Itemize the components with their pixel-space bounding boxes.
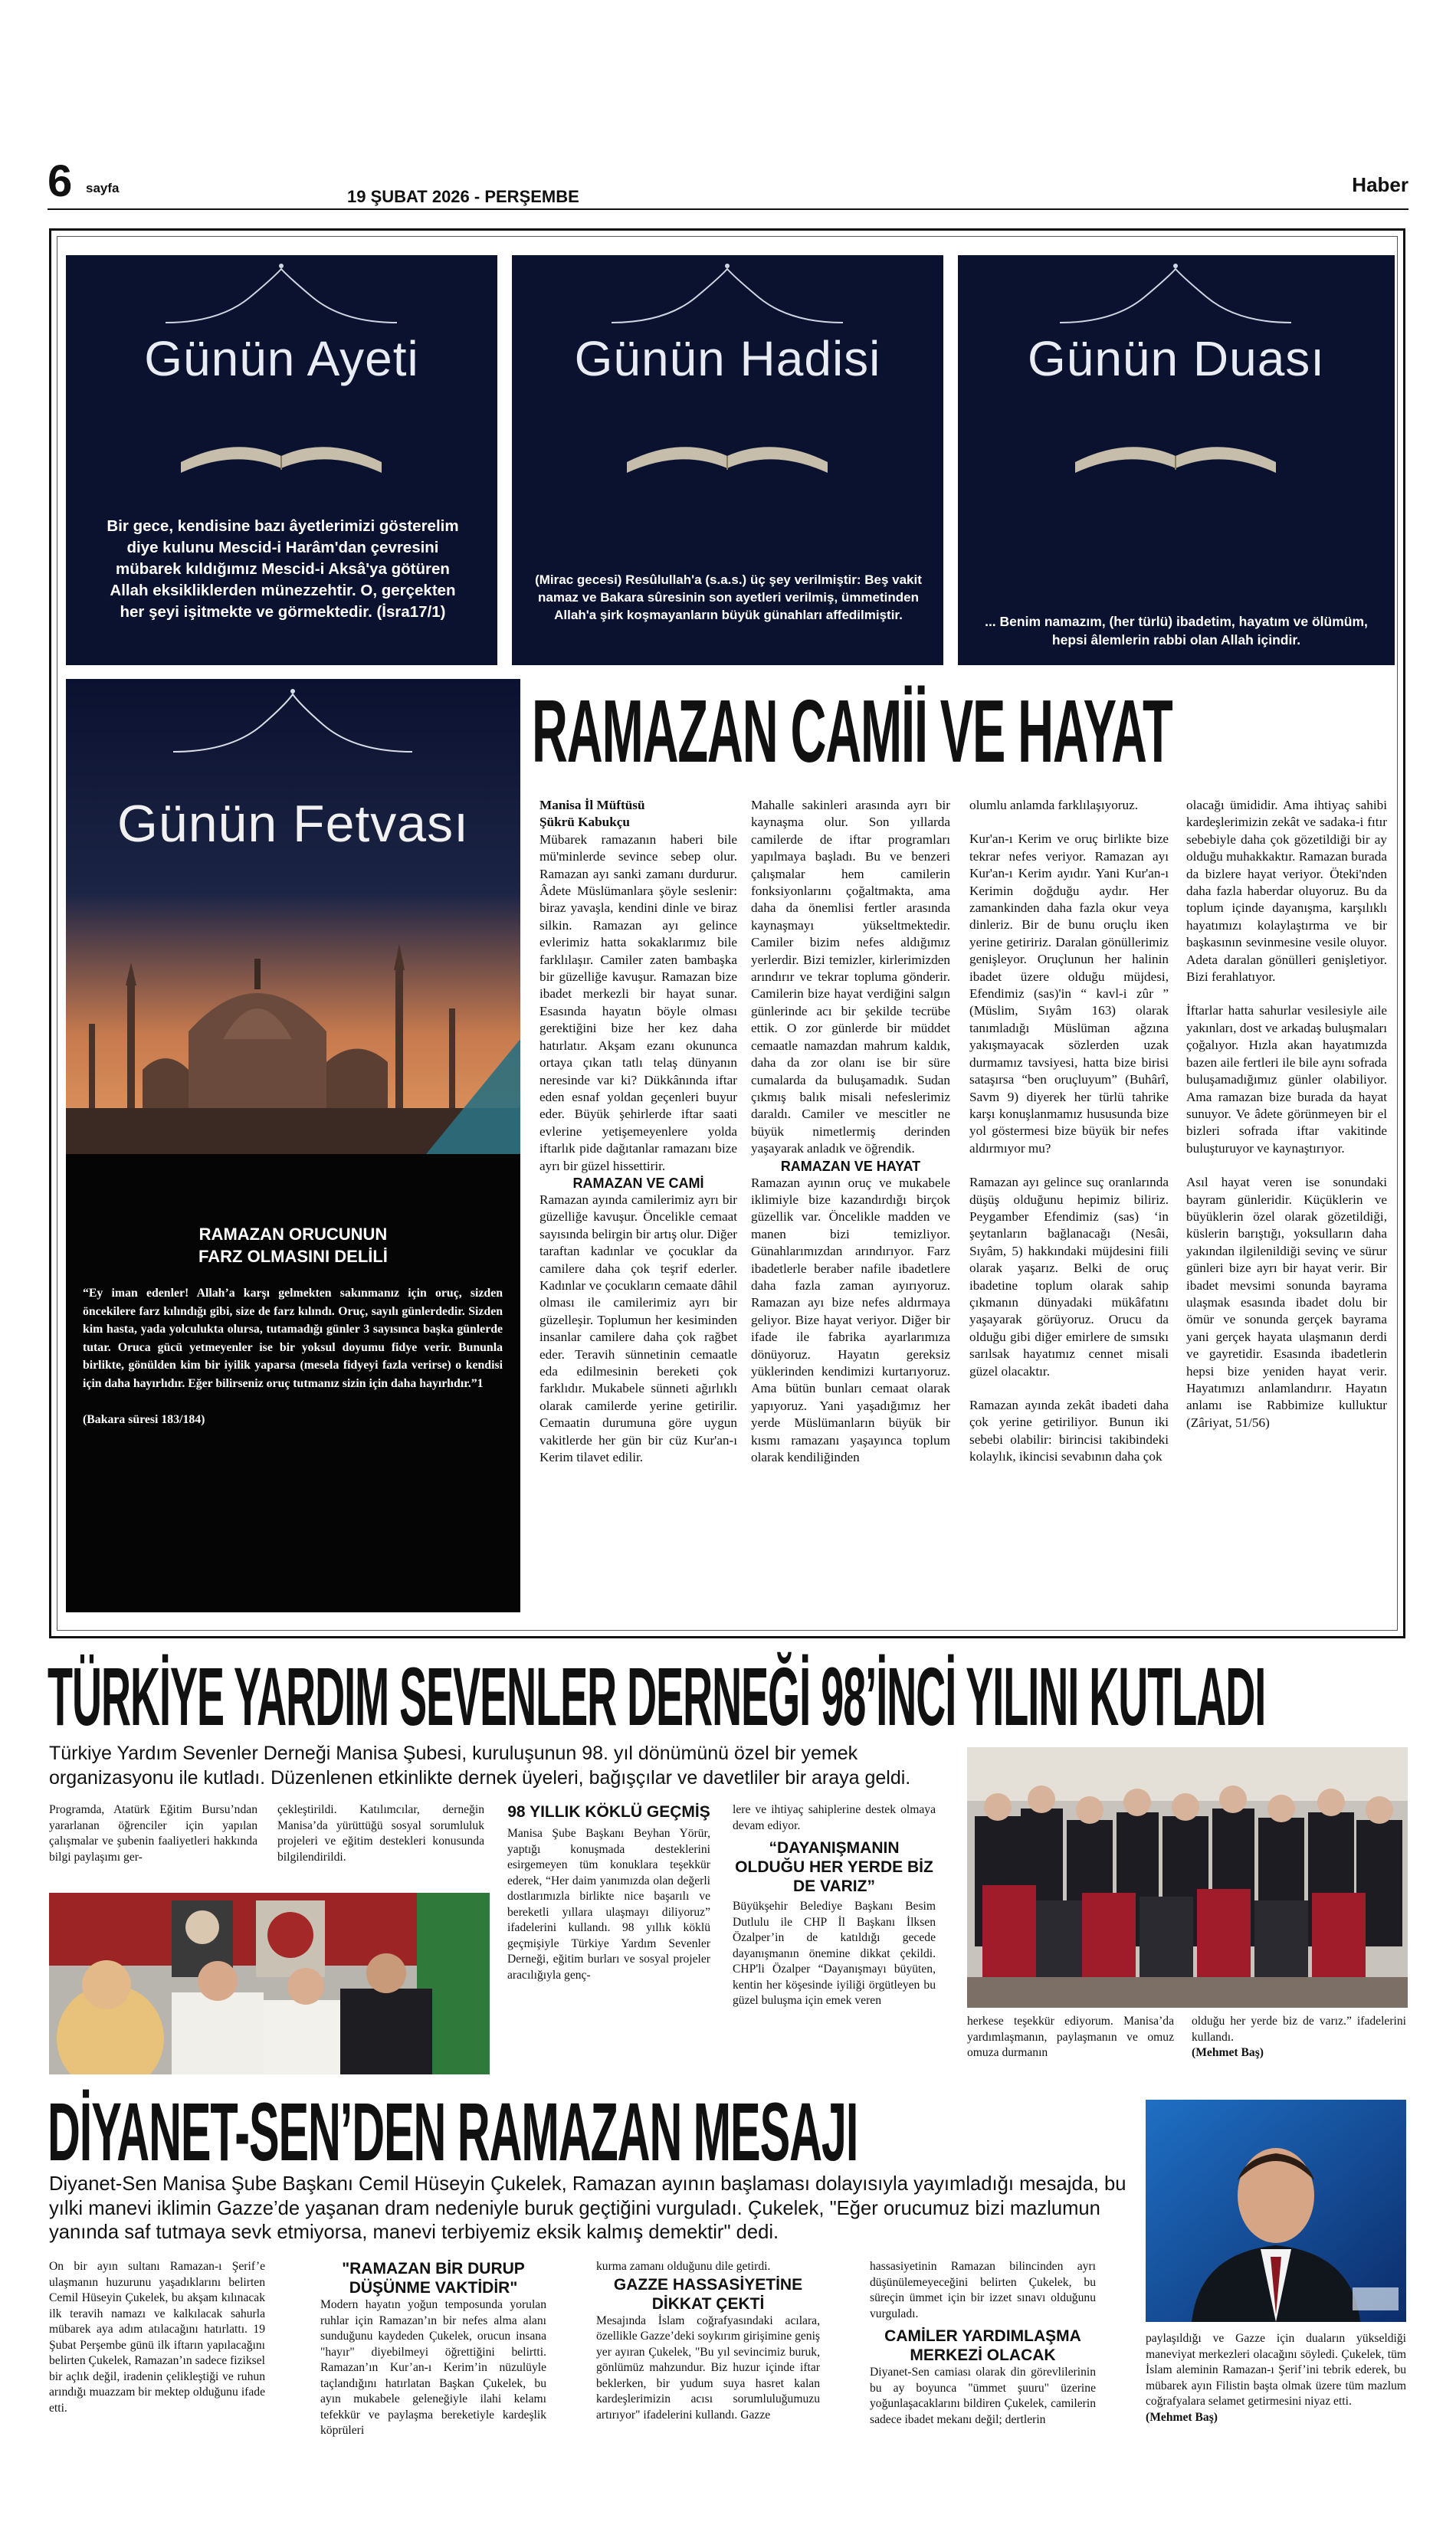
paragraph: Ramazan ayında camilerimiz ayrı bir güzelliğe kavuşur. Öncelikle cemaat sayısında belirgin bir artış olur. Diğer taraftan kadınlar ve çocuklar da camilere daha çok teşrif ederler. Kadınlar ve çocukların cemaate dâhil olması ile camilerimiz ayrı bir güzelleşir. Toplumun her kesiminden insanlar camilere daha çok rağbet eder. Teravih sünnetinin cemaatle eda edilmesinin bereketi çok farklıdır. Mukabele sünneti ağırlıklı olarak camilerde yerine getirilir. Cemaatin durumuna göre uygun vakitlerde her gün bir cüz Kur'an-ı Kerim tilavet edilir. bbox=[539, 1192, 737, 1465]
event-photo bbox=[49, 1893, 490, 2074]
subheading: CAMİLER YARDIMLAŞMA MERKEZİ OLACAK bbox=[884, 2327, 1081, 2364]
photo-illustration bbox=[49, 1893, 490, 2074]
story3-column-2 bbox=[320, 2259, 546, 2439]
dua-text: ... Benim namazım, (her türlü) ibadetim, hayatım ve ölümüm, hepsi âlemlerin rabbi olan Allah içindir. bbox=[985, 614, 1368, 648]
byline-author: Şükrü Kabukçu bbox=[539, 815, 630, 830]
ayet-text: Bir gece, kendisine bazı âyetlerimizi gösterelim diye kulunu Mescid-i Harâm'dan çevresini mübarek kıldığımız Mescid-i Aksâ'ya götüren Allah eksikliklerden münezzehtir. O, gerçekten her şeyi işitmekte ve görmektedir. (İsra17/1) bbox=[107, 517, 459, 621]
main-column-3 bbox=[969, 797, 1169, 1466]
paragraph: Manisa Şube Başkanı Beyhan Yörür, yaptığı konuşmada desteklerini esirgemeyen tüm konuklara teşekkür ederek, “Her daim yanımızda olan değerli dostlarımızla birlikte nice başarılı ve bereketli yıllara ulaşmayı diliyoruz” ifadelerini kullandı. 98 yıllık köklü geçmişiyle Türkiye Yardım Sevenler Derneği, eğitim burları ve sosyal projeler aracılığıyla genç- bbox=[507, 1827, 710, 1982]
paragraph: olumlu anlamda farklılaşıyoruz. bbox=[969, 798, 1139, 812]
main-column-2 bbox=[751, 797, 950, 1466]
section-name: Haber bbox=[1352, 173, 1408, 196]
group-photo bbox=[967, 1747, 1408, 2008]
story2-column-2: çekleştirildi. Katılımcılar, derneğin Manisa’da yürüttüğü sosyal sorumluluk projeleri ve eğitim destekleri konusunda bilgilendirildi. bbox=[277, 1803, 484, 1864]
fetva-heading-line2: FARZ OLMASINI DELİLİ bbox=[198, 1247, 388, 1266]
issue-date: 19 ŞUBAT 2026 - PERŞEMBE bbox=[347, 187, 579, 206]
paragraph: Ramazan ayının oruç ve mukabele iklimiyle bize kazandırdığı birçok güzellik var. Öncelikle madden ve manen bizi temizliyor. Günahlarımızdan arındırıyor. Farz ibadetlerle beraber nafile ibadetlere daha fazla zaman ayırıyoruz. Ramazan ayı bize nefes aldırmaya geliyor. Bize hayat veriyor. Diğer bir ifade ile fabrika ayarlarımıza dönüyoruz. Hayatın gereksiz yüklerinden kendimizi kurtarıyoruz. Ama bütün bunları cemaat olarak yapıyoruz. Yani yaşadığımız her yerde Müslümanların büyük bir kısmı ramazanı yaşayınca toplum olarak kendiliğinden bbox=[751, 1175, 950, 1465]
photo-credit: (Mehmet Baş) bbox=[1192, 2046, 1264, 2059]
story2-headline: TÜRKİYE YARDIM SEVENLER DERNEĞİ 98’İNCİ YILINI KUTLADI bbox=[48, 1650, 1266, 1743]
mosque-illustration bbox=[66, 679, 520, 1154]
subheading: 98 YILLIK KÖKLÜ GEÇMİŞ bbox=[507, 1803, 710, 1821]
paragraph: Mübarek ramazanın haberi bile mü'minlerde sevince sebep olur. Ramazan ayı sanki zamanı durdurur. Âdete Müslümanlara şöyle seslenir: biraz yavaşla, kendini dinle ve biraz silkin. Ramazan ayı gelince evlerimiz hatta sokaklarımız bile farklılaşır. Camiler zaten bambaşka bir güzelliğe kavuşur. Ramazan bize ibadet merkezli bir hayat sunar. Esasında hayatın böyle olması gerektiğini bize her kez daha hatırlatır. Akşam ezanı okununca ortaya çıkan tatlı telaş dünyanın neresinde var ki? Dükkânında iftar eden esnaf yoldan geçenleri buyur eder. Büyük şehirlerde iftar saati evlerine yetişemeyenlere yolda iftarlık pide dağıtanlar ramazanı bize ayrı bir güzel hissettirir. bbox=[539, 831, 737, 1173]
subheading: RAMAZAN VE HAYAT bbox=[780, 1158, 921, 1174]
photo-credit: (Mehmet Baş) bbox=[1146, 2410, 1218, 2424]
paragraph: Ramazan ayında zekât ibadeti daha çok yerine getiriliyor. Bunun iki sebebi olabilir: birincisi takibindeki kolaylık, ikincisi sevabının daha çok bbox=[969, 1398, 1169, 1464]
story3-column-4 bbox=[870, 2259, 1096, 2428]
main-column-1 bbox=[539, 797, 737, 1466]
paragraph: Asıl hayat veren ise sonundaki bayram günleridir. Küçüklerin ve büyüklerin özel olarak gözetildiği, küslerin barıştığı, yoksulların daha yakından ilgilenildiği sevinç ve sürur günleri bize ayrı bir hayat verir. Bir ibadet mevsimi sonunda bayrama ulaşmak esasında ibadet dolu bir ömür ve sonunda gerçek bayrama yani gerçek hayata ulaşmanın derdi ve gayretidir. Esasında ibadetlerin hepsi bize yeniden hayat verir. Hayatımızı anlamlandırır. Hayatın anlamı ise Rabbimize kulluktur (Zâriyat, 51/56) bbox=[1186, 1175, 1387, 1430]
paragraph: kurma zamanı olduğunu dile getirdi. bbox=[596, 2260, 771, 2273]
ayet-title: Günün Ayeti bbox=[144, 331, 419, 386]
byline-title: Manisa İl Müftüsü bbox=[539, 798, 645, 812]
fetva-source: (Bakara süresi 183/184) bbox=[83, 1413, 205, 1426]
fetva-quote: “Ey iman edenler! Allah’a karşı gelmekten sakınmanız için oruç, sizden öncekilere farz kılındığı gibi, size de farz kılındı. Oruç, sayılı günlerdedir. Sizden kim hasta, yada yolculukta olursa, tutamadığı günler 3 sayısınca başka günlerde tutar. Oruca gücü yetmeyenler ise bir yoksul doyumu fidye verir. Bununla birlikte, gönülden kim bir iyilik yaparsa (mesela fidyeyi fazla verirse) o kendisi için daha hayırlıdır. Eğer bilirseniz oruç tutmanız sizin için daha hayırlıdır.”1 bbox=[83, 1287, 503, 1390]
paragraph: Modern hayatın yoğun temposunda yorulan ruhlar için Ramazan’ın bir nefes alma alanı sunduğunu kaydeden Çukelek, orucun insana "hayır" diyebilmeyi öğrettiğini belirtti. Ramazan’ın Kur’an-ı Kerim’in nüzulüyle taçlandığını hatırlatan Başkan Çukelek, bu ayın mukabele geleneğiyle ilahi kelamı tefekkür ve paylaşma bereketiyle kardeşlik köprüleri bbox=[320, 2298, 546, 2437]
subheading: RAMAZAN VE CAMİ bbox=[572, 1175, 704, 1191]
subheading: GAZZE HASSASİYETİNE DİKKAT ÇEKTİ bbox=[613, 2275, 803, 2313]
paragraph: Mesajında İslam coğrafyasındaki acılara, özellikle Gazze’deki soykırım girişimine geniş yer ayıran Çukelek, "Bu yıl sevincimiz buruk, gönlümüz mahzundur. Biz huzur içinde iftar beklerken, bir yudum suya hasret kalan kardeşlerimizin acısı sorumluluğumuzu artırıyor" ifadelerini kullandı. Gazze bbox=[596, 2314, 820, 2422]
mosque-arch-icon bbox=[958, 255, 1395, 665]
dua-title: Günün Duası bbox=[1027, 331, 1326, 386]
ayet-panel bbox=[66, 255, 497, 665]
paragraph: Büyükşehir Belediye Başkanı Besim Dutlulu ile CHP İl Başkanı İlksen Özalper’in de katıldığı gecede dayanışmanın önemine dikkat çekildi. CHP'li Özalper “Dayanışmayı büyüten, kentin her köşesinde iyiliği örgütleyen bu güzel buluşma için emek veren bbox=[733, 1900, 936, 2007]
paragraph: İftarlar hatta sahurlar vesilesiyle aile yakınları, dost ve arkadaş buluşmaları çoğalıyor. Hızla akan hayatımızda bazen aile fertleri ile bile aynı sofrada buluşamadığımız günler olabiliyor. Ama ramazan bize burada da hayat sunuyor. Ve âdete görünmeyen bir el bizleri sofrada iftar vakitinde buluşturuyor ve kaynaştırıyor. bbox=[1186, 1003, 1387, 1156]
subheading: "RAMAZAN BİR DURUP DÜŞÜNME VAKTİDİR" bbox=[342, 2260, 525, 2297]
paragraph: Ramazan ayı gelince suç oranlarında düşüş olduğunu hepimiz biliriz. Peygamber Efendimiz (sas) ‘in şeytanların bağlanacağı (Nesâi, Sıyâm, 5) hakkındaki müjdesini fiili olarak yaşarız. Belki de oruç ibadetine toplum olarak sahip çıkmanın dünyadaki mükâfatını yaşayarak görüyoruz. Orucu da olduğu gibi diğer emirlere de sımsıkı sarılsak hayatımız cennet misali güzel olacaktır. bbox=[969, 1175, 1169, 1379]
hadis-title: Günün Hadisi bbox=[574, 331, 881, 386]
paragraph: hassasiyetinin Ramazan bilincinden ayrı düşünülemeyeceğini belirten Çukelek, bu süreçin ümmet için bir izzet sınavı olduğunu vurguladı. bbox=[870, 2260, 1096, 2320]
header-rule bbox=[48, 208, 1408, 210]
story3-column-5 bbox=[1146, 2331, 1406, 2425]
page-number: 6 bbox=[48, 156, 73, 206]
hadis-panel bbox=[512, 255, 943, 665]
subheading: “DAYANIŞMANIN OLDUĞU HER YERDE BİZ DE VARIZ” bbox=[735, 1839, 933, 1895]
story2-column-3 bbox=[507, 1802, 710, 1983]
hadis-text: (Mirac gecesi) Resûlullah'a (s.a.s.) üç şey verilmiştir: Beş vakit namaz ve Bakara sûresinin son ayetleri verilmiş, ümmetinden Allah'a şirk koşmayanların büyük günahları affedilmiştir. bbox=[535, 572, 922, 622]
portrait-photo bbox=[1146, 2100, 1406, 2322]
paragraph: Kur'an-ı Kerim ve oruç birlikte bize tekrar nefes veriyor. Ramazan ayı Kur'an-ı Kerim ayıdır. Yani Kur'an-ı Kerimin doğduğu aydır. Her zamankinden daha fazla okur veya dinleriz. Bir de bunu oruçlu iken yerine getiririz. Daralan gönüllerimiz genişleyor. Oruçlunun her halinin ibadet üzere olduğu müjdesi, Efendimiz (sas)'in “ kavl-i zûr ” (Müslim, Sıyâm 163) olarak tanımladığı Müslüman ağzına yakışmayacak sözlerden uzak durmamız tavsiyesi, hatta bize birisi sataşırsa “ben oruçluyum” (Buhârî, Savm 9) diyerek her türlü tahrike karşı konuşlanmamız hususunda bize yol göstermesi bize büyük bir nefes aldırmıyor mu? bbox=[969, 831, 1169, 1156]
story3-column-3 bbox=[596, 2259, 820, 2423]
page-label: sayfa bbox=[86, 181, 120, 195]
fetva-title: Günün Fetvası bbox=[116, 795, 470, 853]
fetva-heading-line1: RAMAZAN ORUCUNUN bbox=[198, 1225, 388, 1244]
story2-column-4 bbox=[733, 1802, 936, 2009]
story3-lede: Diyanet-Sen Manisa Şube Başkanı Cemil Hüseyin Çukelek, Ramazan ayının başlaması dolayısıyla yayımladığı mesajda, bu yılki manevi iklimin Gazze’de yaşanan dram nedeniyle buruk geçtiğini vurguladı. Çukelek, "Eğer orucumuz bizi mazlumun yanında saf tutmaya sevk etmiyorsa, manevi terbiyemiz eksik kalmış demektir" dedi. bbox=[49, 2173, 1126, 2243]
fetva-heading bbox=[66, 1223, 520, 1267]
photo-illustration bbox=[967, 1747, 1408, 2008]
fetva-panel bbox=[66, 679, 520, 1612]
paragraph: Diyanet-Sen camiası olarak din görevlilerinin bu ay boyunca "ümmet şuuru" üzerine yoğunlaşacaklarını bildiren Çukelek, camilerin sadece ibadet mekanı değil; dertlerin bbox=[870, 2366, 1096, 2426]
paragraph: lere ve ihtiyaç sahiplerine destek olmaya devam ediyor. bbox=[733, 1803, 936, 1832]
story2-column-1: Programda, Atatürk Eğitim Bursu’ndan yararlanan öğrenciler için yapılan çalışmalar ve şubenin faaliyetleri hakkında bilgi paylaşımı ger- bbox=[49, 1803, 257, 1864]
photo-illustration bbox=[1146, 2100, 1406, 2322]
dua-panel bbox=[958, 255, 1395, 665]
story2-lede: Türkiye Yardım Sevenler Derneği Manisa Şubesi, kuruluşunun 98. yıl dönümünü özel bir yemek organizasyonu ile kutladı. Düzenlenen etkinlikte dernek üyeleri, bağışçılar ve davetliler bir araya geldi. bbox=[49, 1743, 911, 1789]
paragraph: olduğu her yerde biz de varız.” ifadelerini kullandı. bbox=[1192, 2015, 1406, 2044]
story2-column-5: herkese teşekkür ediyorum. Manisa’da yardımlaşmanın, paylaşmanın ve omuz omuza durmanın bbox=[967, 2015, 1174, 2059]
story3-column-1: On bir ayın sultanı Ramazan-ı Şerif’e ulaşmanın huzurunu yaşadıklarını belirten Cemil Hüseyin Çukelek, bu akşam kılınacak ilk teravih namazı ve kalkılacak sahurla mübarek aya adım atılacağını hatırlattı. 19 Şubat Perşembe günü ilk iftarın yapılacağını belirten Çukelek, Ramazan’ın sadece fiziksel bir açlık değil, iradenin çelikleştiği ve ruhun arındığı muazzam bir mektep olduğunu ifade etti. bbox=[49, 2260, 265, 2415]
paragraph: Mahalle sakinleri arasında ayrı bir kaynaşma olur. Son yıllarda camilerde de iftar programları yapılmaya başladı. Bu ve benzeri çalışmalar hem camilerin fonksiyonlarını çoğaltmakta, ama daha da önemlisi fertler arasında kaynaşmayı yükseltmektedir. Camiler bizim nefes aldığımız yerlerdir. Bizi temizler, kirlerimizden arındırır ve tekrar topluma gönderir. Camilerin bize hayat verdiğini salgın günlerinde acı bir şekilde tecrübe ettik. O zor günlerde bir müddet cemaatle namazdan mahrum kaldık, daha da zor olanı ise bir süre cumalarda da buluşamadık. Sudan çıkmış balık misali nefeslerimiz daraldı. Camiler ve mescitler ne büyük nimetlermiş derinden yaşayarak anladık ve öğrendik. bbox=[751, 798, 950, 1156]
main-headline: RAMAZAN CAMİİ VE HAYAT bbox=[532, 681, 1172, 781]
paragraph: paylaşıldığı ve Gazze için duaların yükseldiği maneviyat merkezleri olacağını söyledi. Çukelek, tüm İslam aleminin Ramazan-ı Şerif’ini tebrik ederek, bu mübarek ayın Filistin başta olmak üzere tüm mazlum coğrafyalara selamet getirmesini niyaz etti. bbox=[1146, 2332, 1406, 2408]
main-column-4 bbox=[1186, 797, 1387, 1431]
paragraph: olacağı ümididir. Ama ihtiyaç sahibi kardeşlerimizin zekât ve sadaka-i fıtır sebebiyle daha çok gözetildiği bir ay olduğu muhakkaktır. Ramazan burada da bizlere hayat veriyor. Öteki'nden daha fazla haberdar oluyoruz. Bu da toplum içinde dayanışma, karşılıklı hayatımızı kolaylaştırma ve bir başkasının sevinmesine vesile oluyor. Adeta daralan gönülleri genişletiyor. Bizi ferahlatıyor. bbox=[1186, 798, 1387, 985]
story3-headline: DİYANET-SEN’DEN RAMAZAN MESAJI bbox=[48, 2085, 858, 2178]
story2-column-6 bbox=[1192, 2014, 1406, 2061]
